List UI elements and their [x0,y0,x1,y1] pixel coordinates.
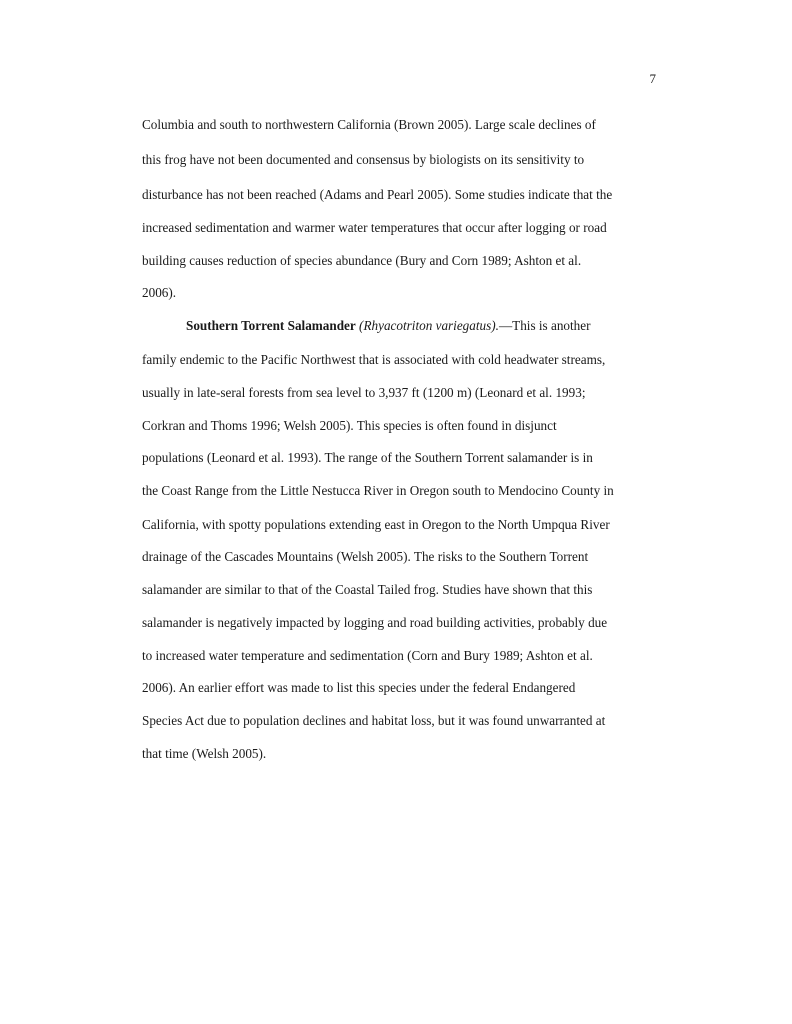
paragraph1-line-1: Columbia and south to northwestern California (Brown 2005). Large scale declines of [142,117,596,132]
paragraph1-line-6: 2006). [142,285,177,300]
paragraph2-line-14: that time (Welsh 2005). [142,746,267,761]
paragraph2-line-11: to increased water temperature and sedimentation (Corn and Bury 1989; Ashton et al. [142,648,593,663]
page-number: 7 [649,71,656,86]
paragraph2-line-3: usually in late-seral forests from sea level to 3,937 ft (1200 m) (Leonard et al. 1993; [142,385,586,400]
scientific-name: (Rhyacotriton variegatus). [359,318,499,333]
paragraph2-line-7: California, with spotty populations extending east in Oregon to the North Umpqua River [142,517,610,532]
paragraph2-line-9: salamander are similar to that of the Coastal Tailed frog. Studies have shown that this [142,582,593,597]
paragraph2-line-12: 2006). An earlier effort was made to list this species under the federal Endangered [142,680,576,695]
paragraph1-line-5: building causes reduction of species abundance (Bury and Corn 1989; Ashton et al. [142,253,582,268]
paragraph1-line-3: disturbance has not been reached (Adams and Pearl 2005). Some studies indicate that the [142,187,613,202]
paragraph2-line-13: Species Act due to population declines and habitat loss, but it was found unwarranted at [142,713,606,728]
species-heading: Southern Torrent Salamander [186,318,356,333]
paragraph2-line-8: drainage of the Cascades Mountains (Welsh 2005). The risks to the Southern Torrent [142,549,589,564]
paragraph2-line-6: the Coast Range from the Little Nestucca River in Oregon south to Mendocino County in [142,483,614,498]
paragraph2-first-line [186,318,591,334]
paragraph2-first-line-text: —This is another [498,318,591,333]
paragraph2-line-10: salamander is negatively impacted by logging and road building activities, probably due [142,615,608,630]
paragraph1-line-4: increased sedimentation and warmer water temperatures that occur after logging or road [142,220,607,235]
paragraph2-line-5: populations (Leonard et al. 1993). The range of the Southern Torrent salamander is in [142,450,593,465]
paragraph1-line-2: this frog have not been documented and consensus by biologists on its sensitivity to [142,152,585,167]
paragraph2-line-2: family endemic to the Pacific Northwest that is associated with cold headwater streams, [142,352,606,367]
paragraph2-line-4: Corkran and Thoms 1996; Welsh 2005). This species is often found in disjunct [142,418,557,433]
